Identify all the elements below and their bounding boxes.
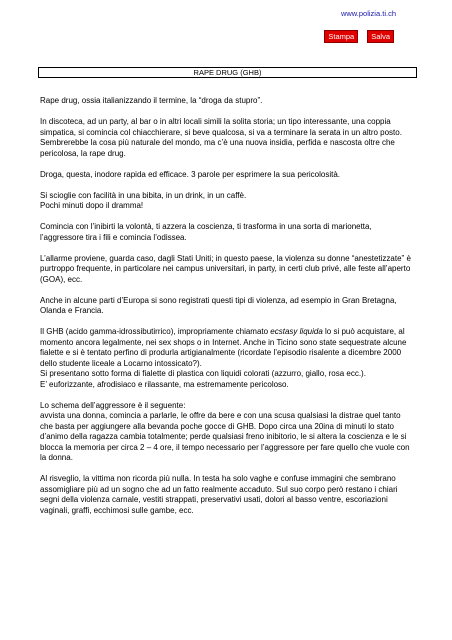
ghb-text-a: Il GHB (acido gamma-idrossibutirrico), impropriamente chiamato bbox=[40, 327, 271, 336]
paragraph-scioglie-line-1: Si scioglie con facilità in una bibita, in un drink, in un caffè. bbox=[40, 190, 247, 200]
print-button[interactable]: Stampa bbox=[324, 30, 358, 43]
ghb-text-d: E’ euforizzante, afrodisiaco e rilassante, ma estremamente pericoloso. bbox=[40, 379, 289, 389]
article-title: RAPE DRUG (GHB) bbox=[38, 67, 417, 78]
toolbar bbox=[324, 30, 394, 43]
article-body bbox=[40, 96, 412, 527]
paragraph-schema bbox=[40, 401, 412, 464]
paragraph-allarme: L’allarme proviene, guarda caso, dagli Stati Uniti; in questo paese, la violenza su donne “anestetizzate” è purtroppo frequente, in particolare nei campus universitari, in party, in certi club privé, alle feste all’aperto (GOA), ecc. bbox=[40, 253, 411, 284]
paragraph-scioglie-line-2: Pochi minuti dopo il dramma! bbox=[40, 201, 144, 210]
ghb-text-b: lo si può acquistare, al momento ancora legalmente, nei sex shops o in Internet. Anche in Ticino sono state sequestrate alcune fialette e si è tentato perfino di produrla artigianalmente (ricordate l’episodio risalente a dicembre 2000 dello studente liceale a Locarno intossicato?). bbox=[40, 327, 407, 368]
paragraph-discoteca: In discoteca, ad un party, al bar o in altri locali simili la solita storia; un tipo interessante, una coppia simpatica, si comincia col chiacchierare, si beve qualcosa, si va a terminare la serata in un altro posto. Sembrerebbe la cosa più naturale del mondo, ma c’è una nuova insidia, perfida e nascosta oltre che pericolosa, la rape drug. bbox=[40, 117, 402, 158]
paragraph-intro: Rape drug, ossia italianizzando il termine, la “droga da stupro”. bbox=[40, 96, 263, 105]
paragraph-droga: Droga, questa, inodore rapida ed efficace. 3 parole per esprimere la sua pericolosità. bbox=[40, 169, 341, 179]
ghb-emphasis: ecstasy liquida bbox=[270, 327, 323, 336]
paragraph-scioglie bbox=[40, 191, 412, 212]
paragraph-risveglio: Al risveglio, la vittima non ricorda più nulla. In testa ha solo vaghe e confuse immagini che sembrano assomigliare più ad un sogno che ad un fatto realmente accaduto. Sul suo corpo però restano i chiari segni della violenza carnale, vestiti strappati, preservativi usati, dolori al basso ventre, escoriazioni vaginali, graffi, ecchimosi sulle gambe, ecc. bbox=[40, 474, 398, 515]
site-url-link[interactable]: www.polizia.ti.ch bbox=[340, 9, 396, 18]
ghb-text-c: Si presentano sotto forma di fialette di plastica con liquidi colorati (azzurro, giallo, rosa ecc.). bbox=[40, 369, 366, 378]
schema-line-1: Lo schema dell’aggressore è il seguente: bbox=[40, 400, 186, 410]
schema-line-2: avvista una donna, comincia a parlarle, le offre da bere e con una scusa qualsiasi la distrae quel tanto che basta per aggiungere alla bevanda poche gocce di GHB. Dopo circa una 20ina di minuti lo stato d’animo della ragazza cambia totalmente; perde qualsiasi freno inibitorio, le si altera la coscienza e le si blocca la memoria per circa 2 – 4 ore, il tempo necessario per l’aggressore per fare quello che vuole con la donna. bbox=[40, 411, 410, 462]
save-button[interactable]: Salva bbox=[367, 30, 394, 43]
paragraph-ghb bbox=[40, 327, 412, 390]
paragraph-europa: Anche in alcune parti d’Europa si sono registrati questi tipi di violenza, ad esempio in Gran Bretagna, Olanda e Francia. bbox=[40, 295, 397, 315]
paragraph-comincia: Comincia con l’inibirti la volontà, ti azzera la coscienza, ti trasforma in una sorta di marionetta, l’aggressore tira i fili e comincia l’odissea. bbox=[40, 222, 372, 242]
